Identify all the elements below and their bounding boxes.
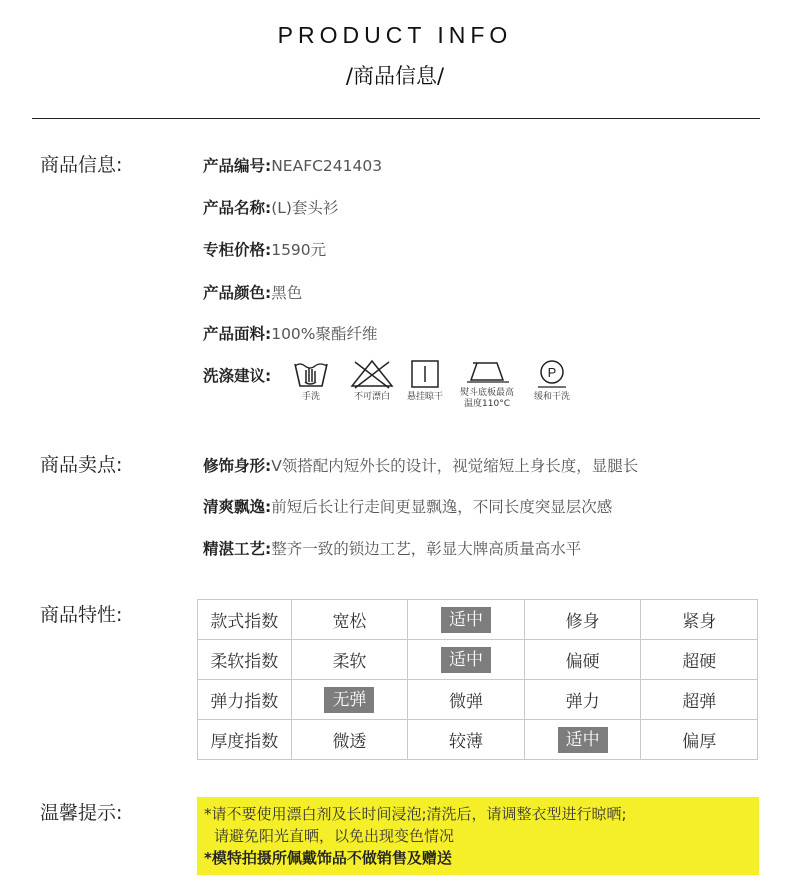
info-label: 产品名称: (203, 199, 272, 217)
section-title-tips: 温馨提示: (40, 802, 123, 824)
feature-label: 弹力指数 (198, 680, 292, 720)
wash-icons (290, 358, 590, 418)
feature-option-selected: 适中 (408, 640, 525, 680)
tip-line-1: *请不要使用漂白剂及长时间浸泡;清洗后，请调整衣型进行晾晒; (204, 805, 627, 823)
feature-option: 紧身 (641, 600, 758, 640)
selling-value: 整齐一致的锁边工艺，彰显大牌高质量高水平 (271, 540, 582, 558)
section-title-product-info: 商品信息: (40, 154, 123, 176)
wash-caption: 缓和干洗 (533, 392, 570, 402)
dry-clean-p-icon (532, 358, 572, 390)
info-row-fabric (203, 322, 378, 344)
feature-label: 柔软指数 (198, 640, 292, 680)
header-divider (32, 118, 760, 119)
page-title-en: PRODUCT INFO (277, 22, 513, 48)
hang-dry-icon (409, 358, 441, 390)
feature-option-selected: 无弹 (291, 680, 408, 720)
feature-option: 较薄 (408, 720, 525, 760)
info-row-code (203, 154, 382, 176)
info-row-name (203, 196, 338, 218)
selling-value: 前短后长让行走间更显飘逸，不同长度突显层次感 (271, 498, 613, 516)
page-title-cn: /商品信息/ (345, 64, 445, 88)
feature-option: 微弹 (408, 680, 525, 720)
info-row-price (203, 238, 326, 260)
info-label: 专柜价格: (203, 241, 272, 259)
wash-caption-line1: 熨斗底板最高 (459, 388, 514, 398)
feature-option: 偏硬 (524, 640, 641, 680)
wash-item-no-bleach (345, 358, 399, 403)
info-value: 1590元 (271, 241, 327, 259)
wash-item-hand (290, 358, 332, 403)
info-row-wash (203, 364, 271, 386)
wash-caption: 手洗 (301, 392, 320, 402)
selling-label: 精湛工艺: (203, 540, 272, 558)
info-label: 产品编号: (203, 157, 272, 175)
wash-caption-line2: 温度110°C (464, 399, 510, 409)
feature-label: 款式指数 (198, 600, 292, 640)
info-row-color (203, 281, 302, 303)
feature-row-softness (198, 640, 758, 680)
dry-clean-symbol: P (547, 365, 557, 380)
feature-option: 超弹 (641, 680, 758, 720)
feature-row-elasticity (198, 680, 758, 720)
feature-row-thickness (198, 720, 758, 760)
features-table (197, 599, 758, 760)
info-value: NEAFC241403 (271, 157, 383, 175)
wash-caption: 悬挂晾干 (406, 392, 443, 402)
tip-line-3: *模特拍摄所佩戴饰品不做销售及赠送 (204, 849, 452, 867)
feature-option: 柔软 (291, 640, 408, 680)
wash-item-dry-clean (527, 358, 577, 403)
selling-label: 清爽飘逸: (203, 498, 272, 516)
wash-label: 洗涤建议: (203, 367, 272, 385)
feature-option-selected: 适中 (524, 720, 641, 760)
wash-item-hang-dry (403, 358, 447, 403)
wash-caption (456, 388, 518, 410)
info-value: 黑色 (271, 284, 303, 302)
selling-value: V领搭配内短外长的设计，视觉缩短上身长度，显腿长 (271, 457, 639, 475)
section-title-features: 商品特性: (40, 604, 123, 626)
iron-icon (463, 358, 511, 386)
wash-item-iron (456, 358, 518, 410)
feature-row-style (198, 600, 758, 640)
feature-option: 偏厚 (641, 720, 758, 760)
feature-option: 修身 (524, 600, 641, 640)
selling-label: 修饰身形: (203, 457, 272, 475)
selling-row-shape (203, 454, 638, 476)
section-title-selling-points: 商品卖点: (40, 454, 123, 476)
tips-box (197, 797, 759, 875)
wash-caption: 不可漂白 (353, 392, 390, 402)
no-bleach-icon (349, 358, 395, 390)
selling-row-flowy (203, 495, 612, 517)
feature-option: 宽松 (291, 600, 408, 640)
feature-option: 超硬 (641, 640, 758, 680)
hand-wash-icon (292, 358, 330, 390)
info-label: 产品面料: (203, 325, 272, 343)
feature-option-selected: 适中 (408, 600, 525, 640)
tip-line-2: 请避免阳光直晒，以免出现变色情况 (214, 827, 455, 845)
info-value: (L)套头衫 (271, 199, 339, 217)
feature-option: 弹力 (524, 680, 641, 720)
selling-row-craft (203, 537, 581, 559)
info-label: 产品颜色: (203, 284, 272, 302)
feature-label: 厚度指数 (198, 720, 292, 760)
info-value: 100%聚酯纤维 (271, 325, 378, 343)
feature-option: 微透 (291, 720, 408, 760)
